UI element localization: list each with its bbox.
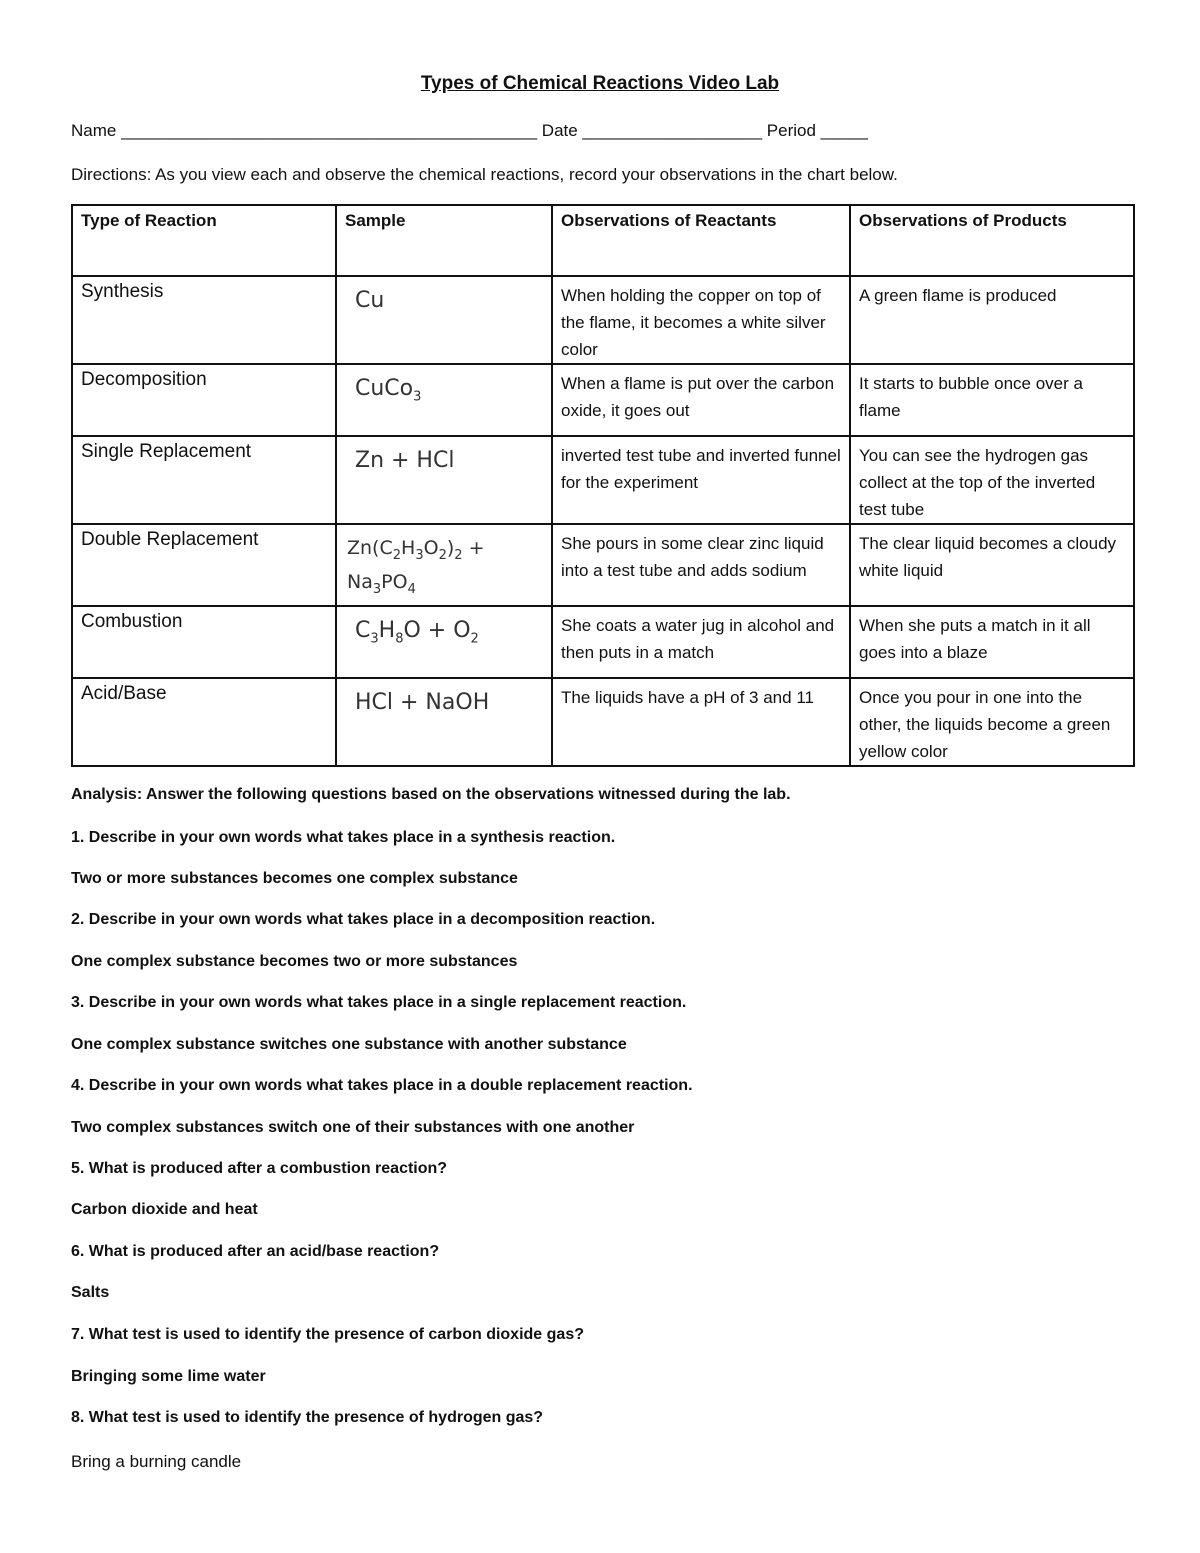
reactant-observation: When holding the copper on top of the flame, it becomes a white silver color	[552, 276, 850, 364]
table-row	[72, 524, 1134, 606]
observations-table	[71, 204, 1135, 767]
question-7: 7. What test is used to identify the presence of carbon dioxide gas?	[71, 1326, 584, 1343]
header-reactants: Observations of Reactants	[552, 205, 850, 276]
reaction-sample: $C_3H_8O + O_2$	[336, 606, 552, 678]
question-2: 2. Describe in your own words what takes place in a decomposition reaction.	[71, 911, 656, 928]
answer-2: One complex substance becomes two or more substances	[71, 953, 518, 970]
answer-8: Bring a burning candle	[71, 1452, 242, 1471]
answer-3: One complex substance switches one substance with another substance	[71, 1036, 627, 1053]
reactant-observation: She coats a water jug in alcohol and then puts in a match	[552, 606, 850, 678]
answer-5: Carbon dioxide and heat	[71, 1201, 258, 1218]
reaction-sample: HCl + NaOH	[336, 678, 552, 766]
question-1: 1. Describe in your own words what takes place in a synthesis reaction.	[71, 829, 616, 846]
header-products: Observations of Products	[850, 205, 1134, 276]
table-header-row	[72, 205, 1134, 276]
question-4: 4. Describe in your own words what takes place in a double replacement reaction.	[71, 1077, 693, 1094]
document-title: Types of Chemical Reactions Video Lab	[420, 73, 780, 94]
table-row	[72, 678, 1134, 766]
reaction-sample: Zn + HCl	[336, 436, 552, 524]
product-observation: Once you pour in one into the other, the liquids become a green yellow color	[850, 678, 1134, 766]
reactant-observation: inverted test tube and inverted funnel for the experiment	[552, 436, 850, 524]
question-5: 5. What is produced after a combustion reaction?	[71, 1160, 448, 1177]
reaction-sample: Cu	[336, 276, 552, 364]
product-observation: It starts to bubble once over a flame	[850, 364, 1134, 436]
header-sample: Sample	[336, 205, 552, 276]
question-6: 6. What is produced after an acid/base reaction?	[71, 1243, 440, 1260]
header-type: Type of Reaction	[72, 205, 336, 276]
reaction-type: Combustion	[72, 606, 336, 678]
answer-6: Salts	[71, 1284, 110, 1301]
product-observation: A green flame is produced	[850, 276, 1134, 364]
table-row	[72, 606, 1134, 678]
question-8: 8. What test is used to identify the presence of hydrogen gas?	[71, 1409, 544, 1426]
reaction-type: Synthesis	[72, 276, 336, 364]
reaction-type: Acid/Base	[72, 678, 336, 766]
reactant-observation: The liquids have a pH of 3 and 11	[552, 678, 850, 766]
reactant-observation: When a flame is put over the carbon oxide, it goes out	[552, 364, 850, 436]
product-observation: The clear liquid becomes a cloudy white liquid	[850, 524, 1134, 606]
table-row	[72, 276, 1134, 364]
question-3: 3. Describe in your own words what takes place in a single replacement reaction.	[71, 994, 687, 1011]
answer-7: Bringing some lime water	[71, 1368, 266, 1385]
directions-text: Directions: As you view each and observe the chemical reactions, record your observations in the chart below.	[71, 165, 898, 184]
answer-1: Two or more substances becomes one complex substance	[71, 870, 518, 887]
reactant-observation: She pours in some clear zinc liquid into a test tube and adds sodium	[552, 524, 850, 606]
analysis-heading: Analysis: Answer the following questions based on the observations witnessed during the lab.	[71, 786, 791, 803]
reaction-sample: CuCo$_3$	[336, 364, 552, 436]
reaction-type: Double Replacement	[72, 524, 336, 606]
table-row	[72, 436, 1134, 524]
table-row	[72, 364, 1134, 436]
product-observation: When she puts a match in it all goes into a blaze	[850, 606, 1134, 678]
answer-4: Two complex substances switch one of their substances with one another	[71, 1119, 635, 1136]
reaction-type: Decomposition	[72, 364, 336, 436]
product-observation: You can see the hydrogen gas collect at the top of the inverted test tube	[850, 436, 1134, 524]
reaction-type: Single Replacement	[72, 436, 336, 524]
name-date-period-line: Name ____________________________________________ Date ___________________ Period _____	[71, 121, 868, 140]
reaction-sample: $Zn(C_2H_3O_2)_2 + Na_3PO_4$	[336, 524, 552, 606]
